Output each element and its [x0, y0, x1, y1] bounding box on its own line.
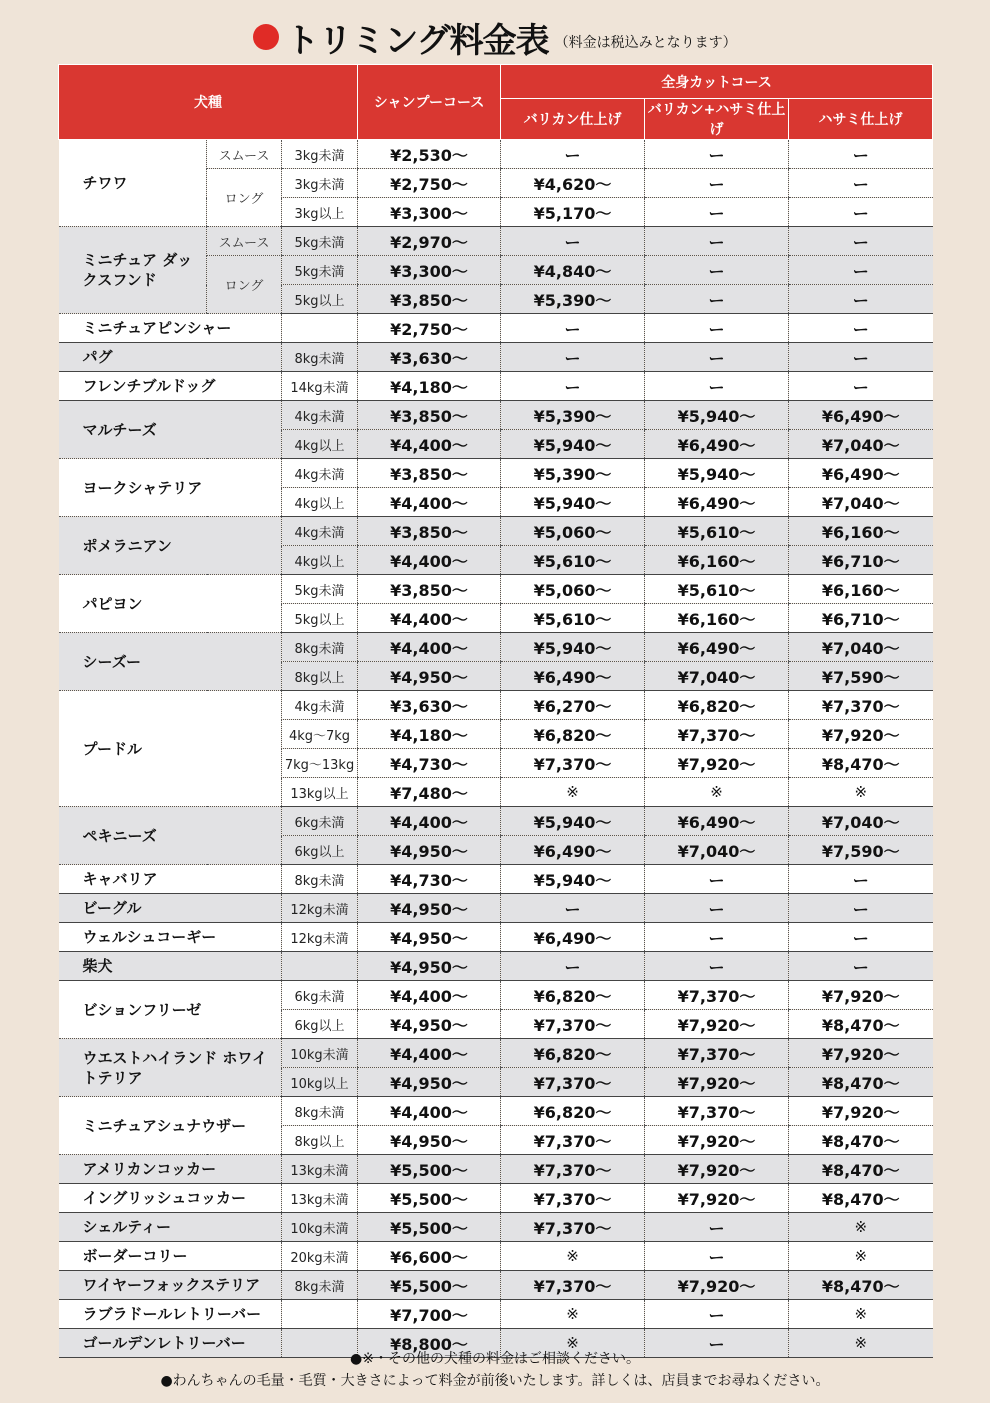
cut-price: ¥7,920〜 — [645, 1126, 789, 1155]
cut-price: ¥7,920〜 — [789, 720, 933, 749]
weight-range: 4kg未満 — [282, 401, 358, 430]
cut-price: ー — [645, 198, 789, 227]
shampoo-price: ¥5,500〜 — [358, 1155, 501, 1184]
cut-price: ¥7,920〜 — [789, 1097, 933, 1126]
shampoo-price: ¥4,950〜 — [358, 952, 501, 981]
weight-range: 4kg未満 — [282, 459, 358, 488]
table-row — [59, 372, 933, 401]
weight-range: 13kg以上 — [282, 778, 358, 807]
shampoo-price: ¥2,530〜 — [358, 140, 501, 169]
coat-type: スムース — [207, 140, 282, 169]
shampoo-price: ¥2,750〜 — [358, 314, 501, 343]
header-scissors-finish: ハサミ仕上げ — [789, 99, 933, 140]
shampoo-price: ¥3,850〜 — [358, 459, 501, 488]
cut-price: ¥7,370〜 — [645, 720, 789, 749]
table-row — [59, 227, 933, 256]
breed-name: ミニチュアシュナウザー — [59, 1097, 282, 1155]
cut-price: ¥7,920〜 — [645, 749, 789, 778]
cut-price: ー — [645, 372, 789, 401]
cut-price: ¥5,610〜 — [645, 575, 789, 604]
table-row — [59, 894, 933, 923]
table-row — [59, 459, 933, 488]
cut-price: ※ — [501, 778, 645, 807]
cut-price: ¥8,470〜 — [789, 1068, 933, 1097]
table-row — [59, 1242, 933, 1271]
cut-price: ー — [645, 285, 789, 314]
weight-range: 13kg未満 — [282, 1155, 358, 1184]
cut-price: ¥6,490〜 — [645, 807, 789, 836]
breed-name: ウエストハイランド ホワイトテリア — [59, 1039, 282, 1097]
shampoo-price: ¥4,950〜 — [358, 894, 501, 923]
weight-range: 20kg未満 — [282, 1242, 358, 1271]
weight-range: 4kg以上 — [282, 488, 358, 517]
cut-price: ¥7,370〜 — [789, 691, 933, 720]
footnote-consult: ●※・その他の犬種の料金はご相談ください。 — [350, 1351, 640, 1367]
weight-range: 3kg未満 — [282, 169, 358, 198]
cut-price: ¥6,820〜 — [501, 1097, 645, 1126]
cut-price: ー — [645, 952, 789, 981]
cut-price: ※ — [789, 1213, 933, 1242]
cut-price: ー — [645, 169, 789, 198]
table-row — [59, 691, 933, 720]
cut-price: ー — [501, 952, 645, 981]
cut-price: ー — [501, 372, 645, 401]
cut-price: ※ — [789, 1300, 933, 1329]
cut-price: ー — [789, 894, 933, 923]
breed-name: シェルティー — [59, 1213, 282, 1242]
weight-range: 10kg以上 — [282, 1068, 358, 1097]
cut-price: ¥7,370〜 — [501, 749, 645, 778]
cut-price: ¥7,370〜 — [501, 1213, 645, 1242]
cut-price: ※ — [789, 1242, 933, 1271]
weight-range: 6kg以上 — [282, 836, 358, 865]
shampoo-price: ¥4,400〜 — [358, 981, 501, 1010]
cut-price: ー — [789, 952, 933, 981]
breed-name: イングリッシュコッカー — [59, 1184, 282, 1213]
cut-price: ー — [645, 343, 789, 372]
shampoo-price: ¥5,500〜 — [358, 1184, 501, 1213]
shampoo-price: ¥4,950〜 — [358, 836, 501, 865]
cut-price: ー — [789, 372, 933, 401]
cut-price: ¥7,920〜 — [645, 1271, 789, 1300]
cut-price: ¥5,390〜 — [501, 285, 645, 314]
shampoo-price: ¥3,850〜 — [358, 517, 501, 546]
shampoo-price: ¥4,950〜 — [358, 1068, 501, 1097]
weight-range: 8kg未満 — [282, 1097, 358, 1126]
shampoo-price: ¥3,850〜 — [358, 575, 501, 604]
breed-name: ポメラニアン — [59, 517, 282, 575]
breed-name: プードル — [59, 691, 282, 807]
breed-name: ゴールデンレトリーバー — [59, 1329, 282, 1358]
cut-price: ー — [645, 227, 789, 256]
cut-price: ¥6,710〜 — [789, 546, 933, 575]
table-row — [59, 575, 933, 604]
header-shampoo-course: シャンプーコース — [358, 65, 501, 140]
shampoo-price: ¥4,950〜 — [358, 662, 501, 691]
cut-price: ¥6,160〜 — [645, 546, 789, 575]
cut-price: ¥5,170〜 — [501, 198, 645, 227]
weight-range: 3kg未満 — [282, 140, 358, 169]
footnote-variation: ●わんちゃんの毛量・毛質・大きさによって料金が前後いたします。詳しくは、店員までお尋ねください。 — [160, 1373, 830, 1389]
tax-note: （料金は税込みとなります） — [554, 35, 737, 51]
weight-range: 10kg未満 — [282, 1039, 358, 1068]
cut-price: ¥8,470〜 — [789, 1126, 933, 1155]
cut-price: ¥6,490〜 — [789, 401, 933, 430]
shampoo-price: ¥4,400〜 — [358, 633, 501, 662]
shampoo-price: ¥8,800〜 — [358, 1329, 501, 1358]
cut-price: ¥7,920〜 — [645, 1155, 789, 1184]
table-row — [59, 1300, 933, 1329]
shampoo-price: ¥5,500〜 — [358, 1271, 501, 1300]
shampoo-price: ¥3,630〜 — [358, 691, 501, 720]
weight-range: 8kg以上 — [282, 662, 358, 691]
cut-price: ¥6,160〜 — [789, 517, 933, 546]
weight-range: 5kg未満 — [282, 227, 358, 256]
breed-name: ラブラドールレトリーバー — [59, 1300, 282, 1329]
shampoo-price: ¥4,400〜 — [358, 1097, 501, 1126]
shampoo-price: ¥4,400〜 — [358, 546, 501, 575]
breed-name: パピヨン — [59, 575, 282, 633]
cut-price: ¥8,470〜 — [789, 749, 933, 778]
breed-name: ウェルシュコーギー — [59, 923, 282, 952]
cut-price: ¥6,490〜 — [645, 430, 789, 459]
page-title: トリミング料金表 — [285, 20, 549, 61]
cut-price: ¥6,490〜 — [501, 923, 645, 952]
footnotes — [0, 1348, 990, 1392]
shampoo-price: ¥7,480〜 — [358, 778, 501, 807]
price-table — [58, 64, 933, 1358]
weight-range — [282, 952, 358, 981]
cut-price: ー — [645, 894, 789, 923]
weight-range: 4kg〜7kg — [282, 720, 358, 749]
weight-range: 14kg未満 — [282, 372, 358, 401]
cut-price: ¥7,370〜 — [501, 1271, 645, 1300]
cut-price: ー — [645, 314, 789, 343]
weight-range: 8kg未満 — [282, 1271, 358, 1300]
coat-type: スムース — [207, 227, 282, 256]
shampoo-price: ¥3,630〜 — [358, 343, 501, 372]
breed-name: ミニチュアピンシャー — [59, 314, 282, 343]
breed-name: マルチーズ — [59, 401, 282, 459]
cut-price: ¥7,370〜 — [501, 1126, 645, 1155]
cut-price: ー — [645, 140, 789, 169]
cut-price: ー — [789, 865, 933, 894]
cut-price: ¥6,820〜 — [501, 981, 645, 1010]
shampoo-price: ¥7,700〜 — [358, 1300, 501, 1329]
cut-price: ※ — [789, 778, 933, 807]
cut-price: ¥6,160〜 — [645, 604, 789, 633]
cut-price: ¥6,270〜 — [501, 691, 645, 720]
header-clipper-finish: バリカン仕上げ — [501, 99, 645, 140]
cut-price: ¥5,610〜 — [501, 546, 645, 575]
cut-price: ¥6,160〜 — [789, 575, 933, 604]
cut-price: ¥6,820〜 — [501, 720, 645, 749]
cut-price: ¥5,390〜 — [501, 401, 645, 430]
cut-price: ¥7,920〜 — [789, 981, 933, 1010]
breed-name: ミニチュア ダックスフンド — [59, 227, 207, 314]
cut-price: ¥7,040〜 — [789, 807, 933, 836]
cut-price: ¥5,940〜 — [645, 459, 789, 488]
cut-price: ※ — [501, 1300, 645, 1329]
cut-price: ¥6,490〜 — [789, 459, 933, 488]
cut-price: ¥7,040〜 — [645, 836, 789, 865]
shampoo-price: ¥4,400〜 — [358, 488, 501, 517]
cut-price: ー — [501, 894, 645, 923]
cut-price: ー — [501, 314, 645, 343]
breed-name: パグ — [59, 343, 282, 372]
table-row — [59, 981, 933, 1010]
cut-price: ¥5,610〜 — [645, 517, 789, 546]
weight-range: 3kg以上 — [282, 198, 358, 227]
shampoo-price: ¥4,400〜 — [358, 430, 501, 459]
table-row — [59, 952, 933, 981]
cut-price: ¥7,370〜 — [501, 1068, 645, 1097]
breed-name: フレンチブルドッグ — [59, 372, 282, 401]
weight-range: 12kg未満 — [282, 923, 358, 952]
weight-range: 12kg未満 — [282, 894, 358, 923]
weight-range: 5kg以上 — [282, 604, 358, 633]
cut-price: ¥5,940〜 — [501, 865, 645, 894]
cut-price: ¥7,920〜 — [789, 1039, 933, 1068]
cut-price: ー — [789, 198, 933, 227]
breed-name: 柴犬 — [59, 952, 282, 981]
cut-price: ¥6,490〜 — [501, 836, 645, 865]
cut-price: ¥5,940〜 — [501, 488, 645, 517]
cut-price: ー — [645, 865, 789, 894]
table-row — [59, 401, 933, 430]
weight-range — [282, 314, 358, 343]
cut-price: ¥4,620〜 — [501, 169, 645, 198]
cut-price: ¥5,940〜 — [501, 633, 645, 662]
cut-price: ¥7,370〜 — [645, 1039, 789, 1068]
cut-price: ¥7,040〜 — [789, 633, 933, 662]
weight-range — [282, 1300, 358, 1329]
cut-price: ¥7,920〜 — [645, 1184, 789, 1213]
cut-price: ¥5,940〜 — [501, 430, 645, 459]
cut-price: ※ — [645, 778, 789, 807]
shampoo-price: ¥4,730〜 — [358, 865, 501, 894]
shampoo-price: ¥4,400〜 — [358, 1039, 501, 1068]
table-row — [59, 633, 933, 662]
table-row — [59, 865, 933, 894]
shampoo-price: ¥2,750〜 — [358, 169, 501, 198]
weight-range: 5kg未満 — [282, 575, 358, 604]
price-table-body — [59, 140, 933, 1358]
cut-price: ¥7,370〜 — [501, 1184, 645, 1213]
weight-range: 4kg以上 — [282, 546, 358, 575]
breed-name: ワイヤーフォックステリア — [59, 1271, 282, 1300]
cut-price: ¥7,040〜 — [789, 488, 933, 517]
cut-price: ¥7,920〜 — [645, 1068, 789, 1097]
cut-price: ※ — [501, 1329, 645, 1358]
cut-price: ー — [645, 1329, 789, 1358]
table-row — [59, 807, 933, 836]
weight-range: 8kg未満 — [282, 633, 358, 662]
shampoo-price: ¥3,300〜 — [358, 256, 501, 285]
shampoo-price: ¥4,400〜 — [358, 807, 501, 836]
cut-price: ー — [789, 285, 933, 314]
table-row — [59, 314, 933, 343]
page-title-row — [0, 12, 990, 62]
weight-range: 8kg未満 — [282, 343, 358, 372]
shampoo-price: ¥5,500〜 — [358, 1213, 501, 1242]
shampoo-price: ¥4,180〜 — [358, 372, 501, 401]
header-breed: 犬種 — [59, 65, 358, 140]
header-clipper-scissors-finish: バリカン+ハサミ仕上げ — [645, 99, 789, 140]
cut-price: ー — [645, 1242, 789, 1271]
cut-price: ¥8,470〜 — [789, 1155, 933, 1184]
red-circle-icon — [253, 24, 279, 50]
breed-name: ボーダーコリー — [59, 1242, 282, 1271]
breed-name: チワワ — [59, 140, 207, 227]
table-row — [59, 1271, 933, 1300]
cut-price: ー — [789, 343, 933, 372]
weight-range: 4kg未満 — [282, 691, 358, 720]
shampoo-price: ¥4,180〜 — [358, 720, 501, 749]
cut-price: ¥7,370〜 — [501, 1155, 645, 1184]
weight-range: 13kg未満 — [282, 1184, 358, 1213]
cut-price: ¥8,470〜 — [789, 1271, 933, 1300]
cut-price: ー — [501, 140, 645, 169]
weight-range: 6kg未満 — [282, 807, 358, 836]
weight-range: 5kg以上 — [282, 285, 358, 314]
weight-range: 5kg未満 — [282, 256, 358, 285]
shampoo-price: ¥2,970〜 — [358, 227, 501, 256]
table-row — [59, 1155, 933, 1184]
weight-range: 6kg未満 — [282, 981, 358, 1010]
cut-price: ー — [789, 169, 933, 198]
cut-price: ー — [501, 343, 645, 372]
table-row — [59, 1039, 933, 1068]
shampoo-price: ¥4,950〜 — [358, 1010, 501, 1039]
cut-price: ¥5,940〜 — [501, 807, 645, 836]
cut-price: ¥8,470〜 — [789, 1010, 933, 1039]
cut-price: ¥7,590〜 — [789, 662, 933, 691]
header-full-cut-course: 全身カットコース — [501, 65, 933, 99]
breed-name: シーズー — [59, 633, 282, 691]
coat-type: ロング — [207, 169, 282, 227]
cut-price: ¥5,060〜 — [501, 575, 645, 604]
breed-name: ビーグル — [59, 894, 282, 923]
cut-price: ¥6,710〜 — [789, 604, 933, 633]
shampoo-price: ¥4,950〜 — [358, 923, 501, 952]
cut-price: ¥5,940〜 — [645, 401, 789, 430]
table-row — [59, 140, 933, 169]
cut-price: ¥7,370〜 — [645, 1097, 789, 1126]
cut-price: ¥5,060〜 — [501, 517, 645, 546]
weight-range: 6kg以上 — [282, 1010, 358, 1039]
cut-price: ー — [789, 140, 933, 169]
breed-name: ビションフリーゼ — [59, 981, 282, 1039]
table-row — [59, 1184, 933, 1213]
cut-price: ¥7,590〜 — [789, 836, 933, 865]
cut-price: ¥6,490〜 — [645, 488, 789, 517]
breed-name: キャバリア — [59, 865, 282, 894]
weight-range: 4kg以上 — [282, 430, 358, 459]
breed-name: ヨークシャテリア — [59, 459, 282, 517]
cut-price: ¥6,490〜 — [645, 633, 789, 662]
cut-price: ー — [645, 256, 789, 285]
cut-price: ー — [789, 256, 933, 285]
cut-price: ¥7,040〜 — [645, 662, 789, 691]
shampoo-price: ¥4,400〜 — [358, 604, 501, 633]
breed-name: アメリカンコッカー — [59, 1155, 282, 1184]
shampoo-price: ¥3,850〜 — [358, 285, 501, 314]
cut-price: ¥4,840〜 — [501, 256, 645, 285]
cut-price: ¥5,610〜 — [501, 604, 645, 633]
cut-price: ※ — [501, 1242, 645, 1271]
cut-price: ¥5,390〜 — [501, 459, 645, 488]
cut-price: ¥6,820〜 — [645, 691, 789, 720]
weight-range: 7kg〜13kg — [282, 749, 358, 778]
cut-price: ー — [645, 923, 789, 952]
shampoo-price: ¥4,730〜 — [358, 749, 501, 778]
cut-price: ー — [645, 1300, 789, 1329]
cut-price: ¥7,370〜 — [501, 1010, 645, 1039]
cut-price: ※ — [789, 1329, 933, 1358]
weight-range: 8kg以上 — [282, 1126, 358, 1155]
table-row — [59, 343, 933, 372]
cut-price: ¥7,370〜 — [645, 981, 789, 1010]
table-row — [59, 517, 933, 546]
cut-price: ー — [501, 227, 645, 256]
cut-price: ¥7,920〜 — [645, 1010, 789, 1039]
weight-range: 10kg未満 — [282, 1213, 358, 1242]
cut-price: ¥7,040〜 — [789, 430, 933, 459]
cut-price: ー — [789, 923, 933, 952]
cut-price: ¥6,820〜 — [501, 1039, 645, 1068]
shampoo-price: ¥3,850〜 — [358, 401, 501, 430]
shampoo-price: ¥6,600〜 — [358, 1242, 501, 1271]
table-row — [59, 923, 933, 952]
cut-price: ¥6,490〜 — [501, 662, 645, 691]
cut-price: ー — [645, 1213, 789, 1242]
weight-range: 4kg未満 — [282, 517, 358, 546]
weight-range: 8kg未満 — [282, 865, 358, 894]
cut-price: ¥8,470〜 — [789, 1184, 933, 1213]
cut-price: ー — [789, 227, 933, 256]
cut-price: ー — [789, 314, 933, 343]
shampoo-price: ¥4,950〜 — [358, 1126, 501, 1155]
coat-type: ロング — [207, 256, 282, 314]
table-row — [59, 1097, 933, 1126]
breed-name: ペキニーズ — [59, 807, 282, 865]
shampoo-price: ¥3,300〜 — [358, 198, 501, 227]
table-row — [59, 1213, 933, 1242]
